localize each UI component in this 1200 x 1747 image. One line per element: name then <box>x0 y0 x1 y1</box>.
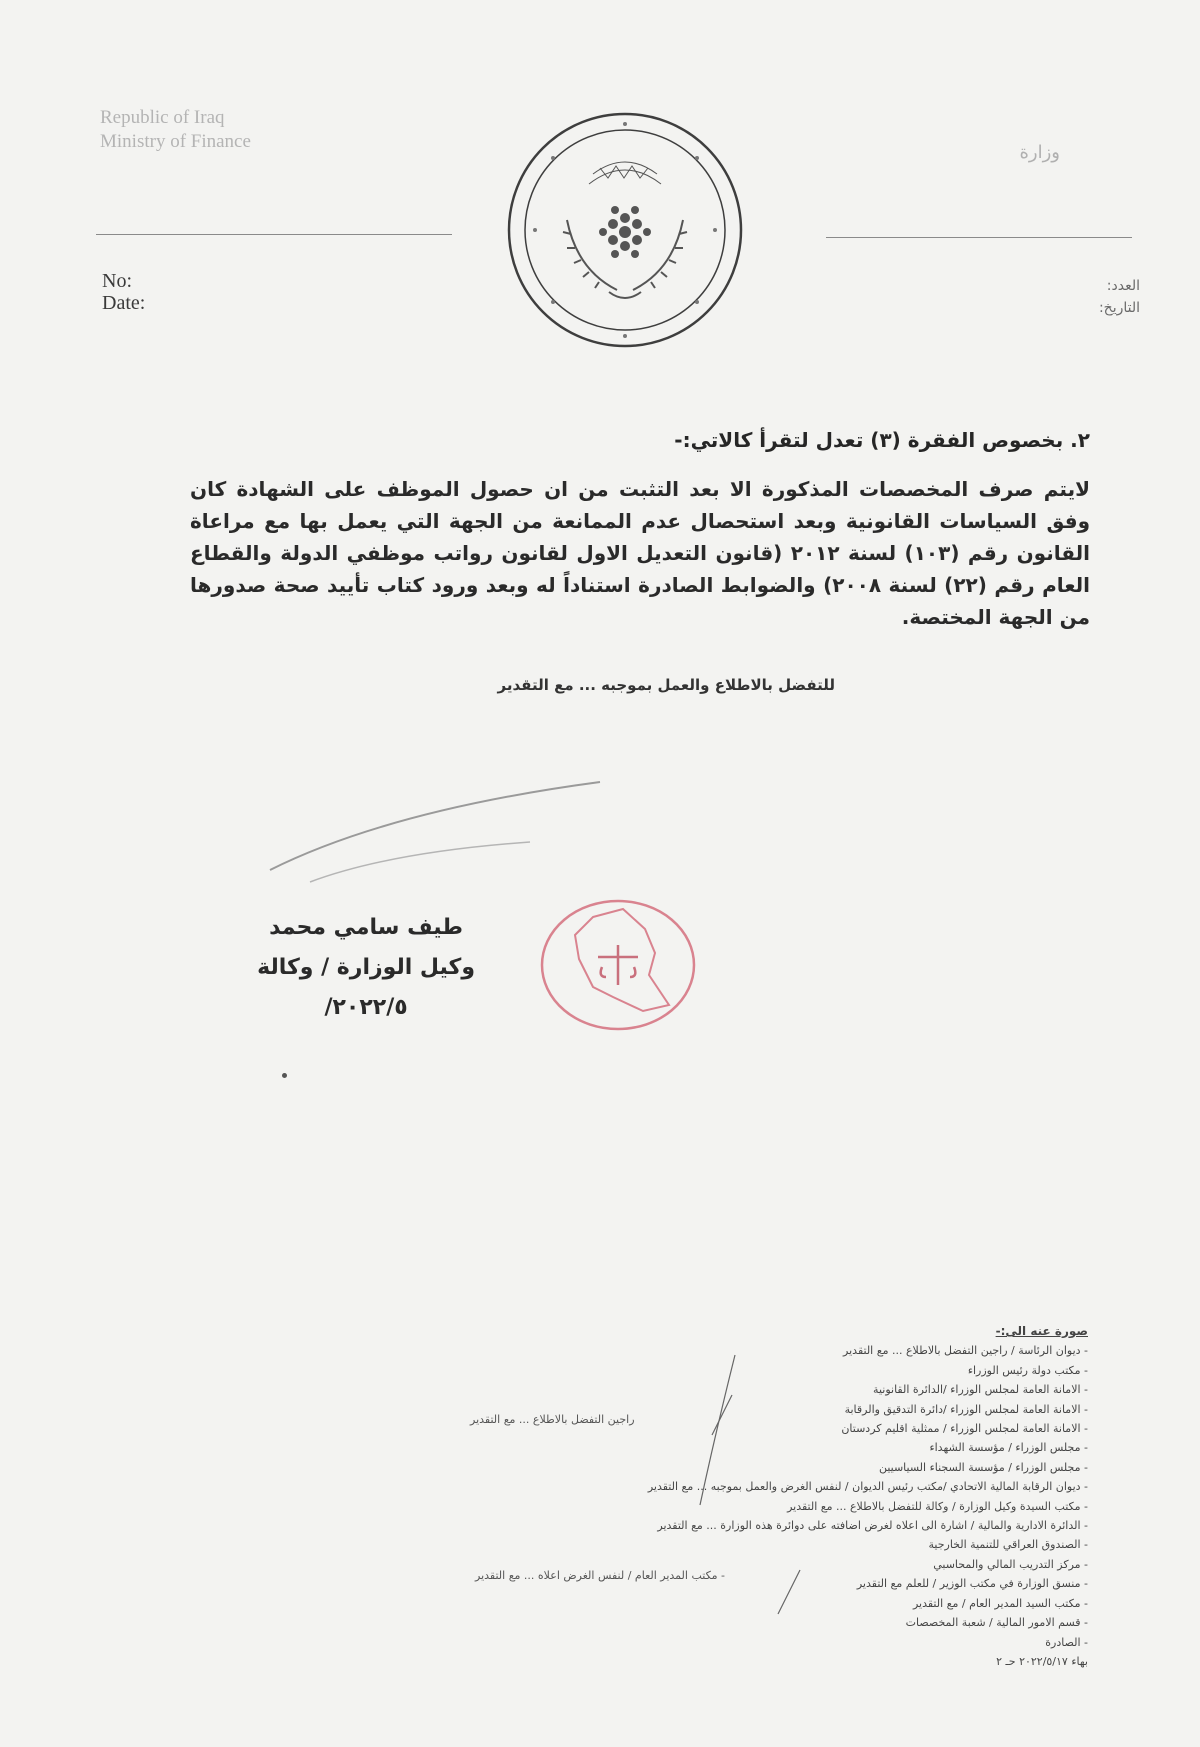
signatory-title: وكيل الوزارة / وكالة <box>257 955 475 980</box>
signatory-block <box>257 908 475 1028</box>
ministry-seal-emblem <box>505 110 745 350</box>
letterhead-ministry: Ministry of Finance <box>100 131 251 152</box>
cc-aside-note: راجين التفضل بالاطلاع ... مع التقدير <box>470 1413 635 1426</box>
cc-item: - الصادرة <box>1045 1635 1088 1649</box>
date-label: Date: <box>102 292 146 314</box>
cc-item: - مجلس الوزراء / مؤسسة الشهداء <box>929 1441 1088 1455</box>
copy-distribution-list <box>328 1322 1088 1671</box>
cc-item: - الامانة العامة لمجلس الوزراء /دائرة التدقيق والرقابة <box>844 1402 1088 1416</box>
cc-item: بهاء ٢٠٢٢/٥/١٧ حـ ٢ <box>996 1654 1088 1668</box>
cc-item: - مكتب السيد المدير العام / مع التقدير <box>912 1596 1088 1610</box>
header-rule-left <box>96 234 452 235</box>
cc-item: - ديوان الرئاسة / راجين التفضل بالاطلاع ... مع التقدير <box>843 1344 1088 1358</box>
cc-item: - ديوان الرقابة المالية الاتحادي /مكتب رئيس الديوان / لنفس الغرض والعمل بموجبه ... مع التقدير <box>647 1480 1088 1494</box>
date-label-arabic: التاريخ: <box>1098 300 1140 316</box>
cc-item: - مكتب دولة رئيس الوزراء <box>967 1363 1088 1377</box>
cc-aside-note: - مكتب المدير العام / لنفس الغرض اعلاه ... مع التقدير <box>475 1569 725 1582</box>
cc-item: - مكتب السيدة وكيل الوزارة / وكالة للتفضل بالاطلاع ... مع التقدير <box>787 1499 1088 1513</box>
reference-labels-arabic <box>1099 275 1140 319</box>
cc-item: - منسق الوزارة في مكتب الوزير / للعلم مع التقدير <box>856 1577 1088 1591</box>
signatory-name: طيف سامي محمد <box>269 915 464 940</box>
handwritten-signature <box>250 770 630 890</box>
closing-line: للتفضل بالاطلاع والعمل بموجبه ... مع التقدير <box>497 676 835 694</box>
cc-item: - الصندوق العراقي للتنمية الخارجية <box>928 1538 1088 1552</box>
cc-item: - مجلس الوزراء / مؤسسة السجناء السياسيين <box>878 1460 1088 1474</box>
header-rule-right <box>826 237 1132 238</box>
paragraph-body: لايتم صرف المخصصات المذكورة الا بعد التثبت من ان حصول الموظف على الشهادة كان وفق السياسات القانونية وبعد استحصال عدم الممانعة من الجهة التي يعمل بها مع مراعاة القانون رقم (١٠٣) لسنة ٢٠١٢ (قانون التعديل الاول لقانون رواتب موظفي الدولة والقطاع العام رقم (٢٢) لسنة ٢٠٠٨) والضوابط الصادرة استناداً له وبعد ورود كتاب تأييد صحة صدورها من الجهة المختصة. <box>190 477 1090 629</box>
cc-item: - مركز التدريب المالي والمحاسبي <box>933 1557 1088 1571</box>
letterhead-english <box>100 106 251 154</box>
letterhead-arabic-faded: وزارة <box>1019 142 1060 163</box>
cc-item: - الدائرة الادارية والمالية / اشارة الى اعلاه لغرض اضافته على دوائرة هذه الوزارة ... مع التقدير <box>657 1519 1088 1533</box>
letterhead-country: Republic of Iraq <box>100 107 225 128</box>
cc-item: - الامانة العامة لمجلس الوزراء /الدائرة القانونية <box>873 1383 1088 1397</box>
cc-title: صورة عنه الى:- <box>995 1324 1088 1338</box>
paragraph-heading: ٢. بخصوص الفقرة (٣) تعدل لتقرأ كالاتي:- <box>674 428 1090 452</box>
cc-item: - الامانة العامة لمجلس الوزراء / ممثلية اقليم كردستان <box>841 1422 1088 1436</box>
reference-labels-english <box>102 270 145 314</box>
number-label: No: <box>102 270 132 292</box>
cc-item: - قسم الامور المالية / شعبة المخصصات <box>905 1616 1088 1630</box>
number-label-arabic: العدد: <box>1106 278 1140 294</box>
ink-speck <box>282 1073 287 1078</box>
signatory-date: ٢٠٢٢/٥/ <box>324 995 408 1020</box>
red-ink-stamp <box>538 895 698 1035</box>
